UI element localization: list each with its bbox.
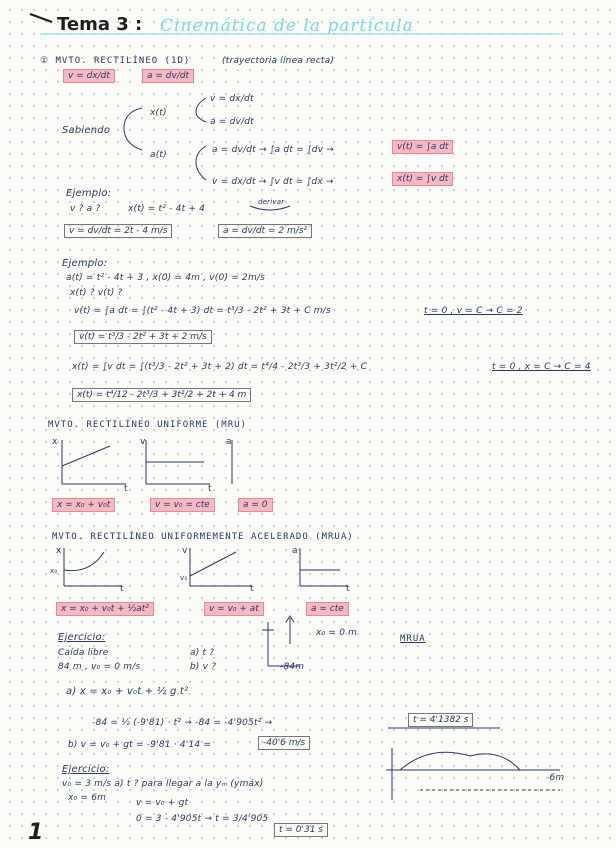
mrua-g1-x0: x₀ bbox=[50, 567, 58, 575]
ejercicio1-b-box: -40'6 m/s bbox=[258, 736, 310, 750]
ejercicio2-box: t = 0'31 s bbox=[274, 823, 328, 837]
ejercicio2-side-label: -6m bbox=[546, 773, 565, 783]
ejemplo1-x: x(t) = t² - 4t + 4 bbox=[128, 204, 206, 214]
chain-v: v = dx/dt → ∫v dt = ∫dx → bbox=[212, 177, 334, 187]
section-heading-note: (trayectoria línea recta) bbox=[222, 56, 335, 66]
chain-a-box: v(t) = ∫a dt bbox=[392, 140, 453, 154]
ejercicio1-neg84: -84m bbox=[280, 662, 305, 672]
ejercicio1-mrua: MRUA bbox=[400, 634, 426, 644]
page-number: 1 bbox=[28, 820, 44, 845]
ejemplo1-label: Ejemplo: bbox=[66, 188, 112, 199]
mru-eq2: v = v₀ = cte bbox=[150, 498, 215, 512]
ejemplo2-v-condition: t = 0 , v = C → C = 2 bbox=[424, 306, 523, 316]
ejemplo2-question: x(t) ? v(t) ? bbox=[70, 288, 123, 298]
mru-g1-xlabel: t bbox=[124, 484, 128, 494]
ejercicio1-a-box: t = 4'1382 s bbox=[408, 713, 473, 727]
mrua-graph-v bbox=[190, 548, 252, 586]
mru-eq1: x = x₀ + v₀t bbox=[52, 498, 115, 512]
ejercicio2-line1: v₀ = 3 m/s a) t ? para llegar a la yₘ (ymáx) bbox=[62, 779, 264, 789]
chain-v-box: x(t) = ∫v dt bbox=[392, 172, 453, 186]
ejemplo2-x-integral: x(t) = ∫v dt = ∫(t³/3 - 2t² + 3t + 2) dt = t⁴/4 - 2t³/3 + 3t²/2 + C bbox=[72, 362, 368, 372]
ejercicio1-label: Ejercicio: bbox=[58, 632, 106, 643]
branch-v: v = dx/dt bbox=[210, 94, 254, 104]
ejercicio2-line3: v = v₀ + gt bbox=[136, 798, 189, 808]
mru-eq3: a = 0 bbox=[238, 498, 273, 512]
ejemplo1-v-box: v = dv/dt = 2t - 4 m/s bbox=[64, 224, 172, 238]
chain-a: a = dv/dt → ∫a dt = ∫dv → bbox=[212, 145, 335, 155]
ejercicio1-qb: b) v ? bbox=[190, 662, 217, 672]
ejercicio1-qa: a) t ? bbox=[190, 648, 215, 658]
mrua-g2-ylabel: v bbox=[182, 546, 188, 556]
ejercicio1-a-eq: a) x = x₀ + v₀t + ½ g t² bbox=[66, 686, 189, 697]
mru-g3-ylabel: a bbox=[226, 437, 232, 447]
ejemplo2-x-box: x(t) = t⁴/12 - 2t³/3 + 3t²/2 + 2t + 4 m bbox=[72, 388, 251, 402]
mrua-graph-a bbox=[300, 548, 348, 586]
mrua-g2-xlabel: t bbox=[250, 584, 254, 594]
ejemplo1-a-box: a = dv/dt = 2 m/s² bbox=[218, 224, 312, 238]
ejercicio1-a-calc: -84 = ½ (-9'81) · t² → -84 = -4'905t² → bbox=[92, 718, 273, 728]
ejercicio1-x0: x₀ = 0 m bbox=[316, 628, 358, 638]
mrua-eq2: v = v₀ + at bbox=[204, 602, 264, 616]
mru-g2-ylabel: v bbox=[140, 437, 146, 447]
section-heading-mrl: ① MVTO. RECTILÍNEO (1D) bbox=[40, 56, 191, 66]
brace-a bbox=[196, 146, 206, 180]
eq-a-box: a = dv/dt bbox=[142, 69, 194, 83]
x-of-t: x(t) bbox=[150, 108, 167, 118]
page-title: Tema 3 : bbox=[57, 14, 143, 35]
mru-graph-x bbox=[62, 440, 126, 484]
mru-graph-v bbox=[146, 440, 210, 484]
brace-sabiendo bbox=[124, 108, 142, 150]
ejercicio1-b-eq: b) v = v₀ + gt = -9'81 · 4'14 = bbox=[68, 740, 212, 750]
brace-x bbox=[196, 98, 206, 122]
ejercicio1-sketch bbox=[262, 616, 300, 666]
ejemplo2-v-integral: v(t) = ∫a dt = ∫(t² - 4t + 3) dt = t³/3 - 2t² + 3t + C m/s bbox=[74, 306, 331, 316]
ejercicio2-label: Ejercicio: bbox=[62, 764, 110, 775]
page-subtitle: Cinemática de la partícula bbox=[160, 16, 414, 36]
ejercicio1-line1: Caída libre bbox=[58, 648, 109, 658]
ejemplo2-label: Ejemplo: bbox=[62, 258, 108, 269]
ejercicio2-line4: 0 = 3 - 4'905t → t = 3/4'905 bbox=[136, 814, 269, 824]
derivar-arrow bbox=[250, 206, 290, 210]
mrua-g3-ylabel: a bbox=[292, 546, 298, 556]
mrua-g1-xlabel: t bbox=[120, 584, 124, 594]
mru-g1-ylabel: x bbox=[52, 437, 58, 447]
ejercicio2-sketch bbox=[386, 748, 560, 800]
mrua-g1-ylabel: x bbox=[56, 546, 62, 556]
mrua-heading: MVTO. RECTILÍNEO UNIFORMEMENTE ACELERADO (MRUA) bbox=[52, 532, 354, 542]
eq-v-box: v = dx/dt bbox=[63, 69, 115, 83]
ejemplo1-derivar: derivar bbox=[258, 198, 285, 206]
ejercicio2-line2: x₀ = 6m bbox=[68, 793, 107, 803]
ejemplo2-data: a(t) = t² - 4t + 3 , x(0) = 4m , v(0) = 2m/s bbox=[66, 273, 266, 283]
mrua-eq1: x = x₀ + v₀t + ½at² bbox=[56, 602, 154, 616]
branch-a: a = dv/dt bbox=[210, 117, 254, 127]
ejemplo2-v-box: v(t) = t³/3 - 2t² + 3t + 2 m/s bbox=[74, 330, 212, 344]
a-of-t: a(t) bbox=[150, 150, 167, 160]
mrua-graph-x bbox=[64, 548, 122, 586]
mrua-eq3: a = cte bbox=[306, 602, 349, 616]
ejemplo1-question: v ? a ? bbox=[70, 204, 101, 214]
ejemplo2-x-condition: t = 0 , x = C → C = 4 bbox=[492, 362, 591, 372]
mru-g2-xlabel: t bbox=[208, 484, 212, 494]
title-mark bbox=[30, 14, 52, 22]
sabiendo-label: Sabiendo bbox=[62, 125, 111, 136]
ejercicio1-line2: 84 m , v₀ = 0 m/s bbox=[58, 662, 141, 672]
mrua-g2-x0: v₀ bbox=[180, 574, 188, 582]
mru-heading: MVTO. RECTILÍNEO UNIFORME (MRU) bbox=[48, 420, 247, 430]
mrua-g3-xlabel: t bbox=[346, 584, 350, 594]
